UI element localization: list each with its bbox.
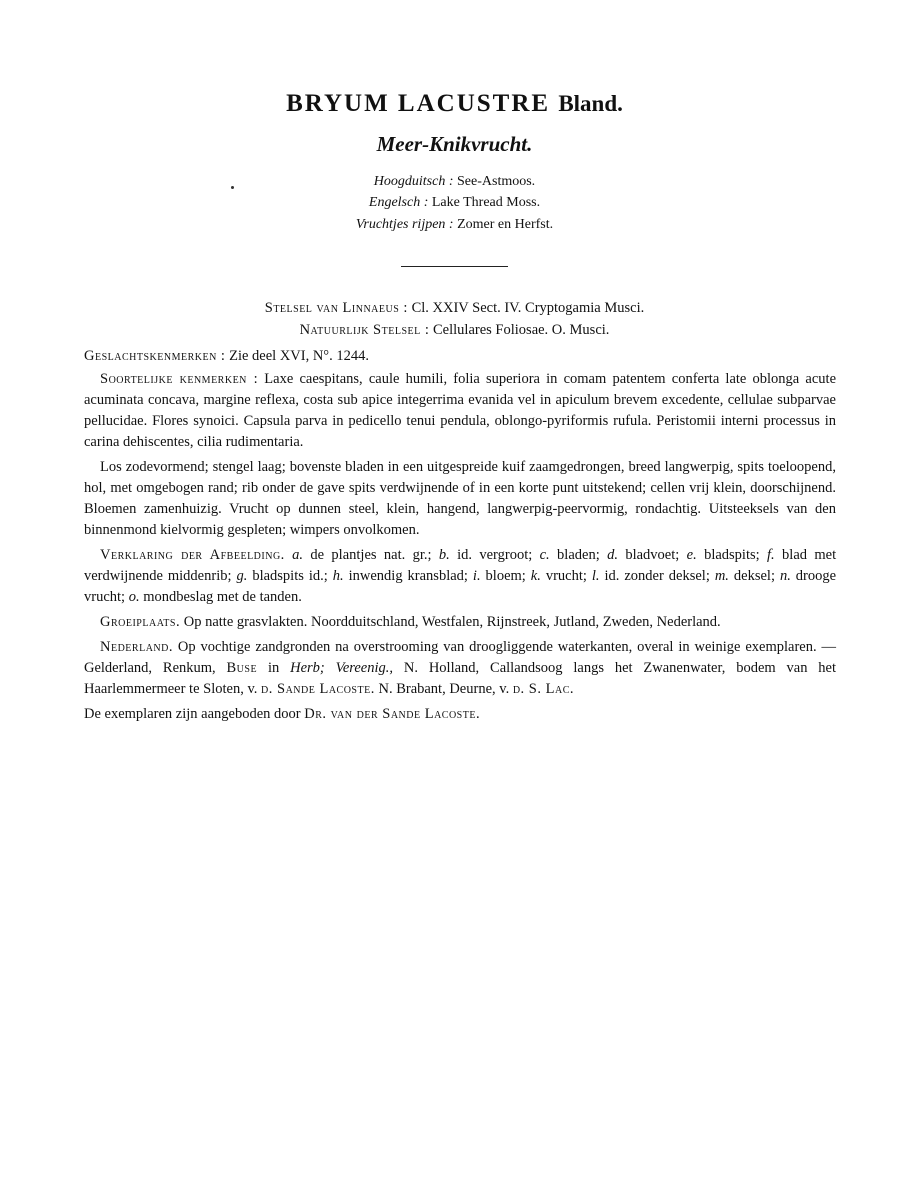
- netherlands-text-1: Op vochtige zandgronden na overstrooming van droogliggende waterkanten, overal in weinige exemplaren. — Gelderland, Renkum,: [84, 639, 837, 676]
- species-name: BRYUM LACUSTRE: [286, 90, 551, 117]
- genus-label: Geslachtskenmerken :: [84, 348, 226, 364]
- figure-item-c: c. bladen;: [539, 547, 600, 563]
- species-title: [0, 90, 909, 118]
- natural-system-value: Cellulares Foliosae. O. Musci.: [433, 322, 610, 338]
- figure-item-i: i. bloem;: [472, 568, 526, 584]
- dutch-common-name: Meer-Knikvrucht.: [376, 132, 533, 156]
- english-name-line: [0, 195, 909, 211]
- donation-text: De exemplaren zijn aangeboden door: [84, 706, 301, 722]
- natural-system-line: [0, 322, 909, 339]
- collector-buse: Buse: [226, 660, 258, 676]
- figure-item-k: k. vrucht;: [530, 568, 587, 584]
- netherlands-paragraph: [84, 637, 836, 700]
- natural-system-label: Natuurlijk Stelsel :: [299, 322, 430, 338]
- figure-item-f: f. blad met verdwijnende middenrib;: [84, 547, 837, 584]
- ripening-label: Vruchtjes rijpen :: [355, 217, 454, 232]
- dutch-description-paragraph: Los zodevormend; stengel laag; bovenste bladen in een uitgespreide kuif zaamgedrongen, breed langwerpig, spits toeloopend, hol, met omgebogen rand; rib onder de gave spits verdwijnende of in een korte punt uitstekend; cellen vrij klein, doorschijnend. Bloemen zamenhuizig. Vrucht op dunnen steel, klein, hangend, langwerpig-peervormig, rondachtig. Uitsteeksels van den binnenmond kielvormig gespleten; wimpers onvolkomen.: [84, 459, 836, 538]
- figure-item-l: l. id. zonder deksel;: [591, 568, 710, 584]
- species-characters-label: Soortelijke kenmerken :: [100, 371, 259, 387]
- german-name-label: Hoogduitsch :: [373, 174, 454, 189]
- habitat-label: Groeiplaats.: [100, 614, 181, 630]
- figure-item-n: n. drooge vrucht;: [84, 568, 837, 605]
- species-author: Bland.: [558, 91, 623, 116]
- collector-sande-lac-abbrev: d. S. Lac.: [512, 681, 574, 697]
- figure-item-o: o. mondbeslag met de tanden.: [128, 589, 302, 605]
- habitat-paragraph: [84, 612, 836, 633]
- species-characters-paragraph: [84, 369, 836, 453]
- linnaeus-value: Cl. XXIV Sect. IV. Cryptogamia Musci.: [411, 300, 645, 316]
- ripening-value: Zomer en Herfst.: [457, 217, 554, 232]
- figure-item-h: h. inwendig kransblad;: [332, 568, 468, 584]
- figure-explanation-paragraph: [84, 545, 836, 608]
- species-characters-text: Laxe caespitans, caule humili, folia superiora in comam patentem conferta late oblonga acute acuminata concava, margine reflexa, costa sub apice integerrima evanida vel in apiculum brevem excedente, cellulae subparvae pellucidae. Flores synoici. Capsula parva in pedicello tenui pendula, oblongo-pyriformis rufula. Peristomii interni processus in carina dehiscentes, cilia rudimentaria.: [84, 371, 837, 450]
- figure-item-e: e. bladspits;: [686, 547, 760, 563]
- netherlands-label: Nederland.: [100, 639, 173, 655]
- description-body: [84, 346, 836, 729]
- linnaeus-label: Stelsel van Linnaeus :: [264, 300, 408, 316]
- donation-paragraph: [84, 704, 836, 725]
- genus-value: Zie deel XVI, N°. 1244.: [229, 348, 369, 364]
- section-divider: [401, 266, 508, 267]
- donor-name: Dr. van der Sande Lacoste.: [304, 706, 481, 722]
- genus-paragraph: [84, 346, 836, 367]
- ripening-line: [0, 217, 909, 233]
- figure-item-m: m. deksel;: [714, 568, 775, 584]
- english-name-value: Lake Thread Moss.: [431, 195, 541, 210]
- german-name-value: See-Astmoos.: [457, 174, 536, 189]
- netherlands-text-3: N. Holland, Callandsoog langs het Zwanenwater, bodem van het Haarlemmermeer te Sloten, v.: [84, 660, 837, 697]
- figure-item-d: d. bladvoet;: [607, 547, 680, 563]
- figure-item-b: b. id. vergroot;: [438, 547, 533, 563]
- herbarium-reference: Herb; Vereenig.,: [290, 660, 394, 676]
- figure-item-g: g. bladspits id.;: [236, 568, 328, 584]
- german-name-line: [0, 174, 909, 190]
- linnaeus-system-line: [0, 300, 909, 317]
- collector-sande-lacoste: d. Sande Lacoste.: [261, 681, 375, 697]
- netherlands-text-2: in: [267, 660, 280, 676]
- english-name-label: Engelsch :: [368, 195, 429, 210]
- habitat-text: Op natte grasvlakten. Noordduitschland, Westfalen, Rijnstreek, Jutland, Zweden, Nederland.: [183, 614, 721, 630]
- netherlands-text-4: N. Brabant, Deurne, v.: [378, 681, 510, 697]
- figure-item-a: a. de plantjes nat. gr.;: [292, 547, 432, 563]
- figure-explanation-label: Verklaring der Afbeelding.: [100, 547, 285, 563]
